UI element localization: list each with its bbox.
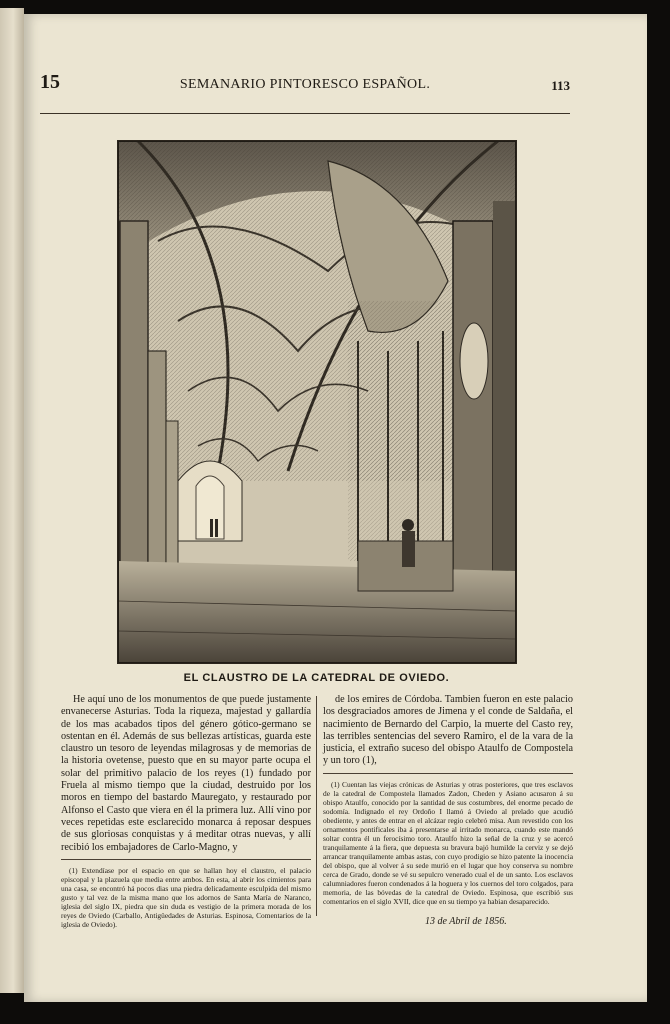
column-divider: [316, 696, 317, 916]
left-column: [61, 694, 311, 929]
facing-page-edge: [0, 8, 24, 993]
article-text-left: He aquí uno de los monumentos de que puede justamente envanecerse Asturias. Toda la riqueza, majestad y gallardía de los mas acabados tipos del género gótico-germano se ostentan en él. Además de sus bellezas artísticas, guarda este claustro un tesoro de leyendas milagrosas y de memorias de la historia ovetense, puesto que en su mayor parte ocupa el solar del primitivo palacio de los reyes (1) fundado por Fruela al mismo tiempo que la ciudad, destruido por los moros en tiempo del bastardo Mauregato, y restaurado por Alfonso el Casto que viera en él la primera luz. Allí vino por veces repetidas este esclarecido monarca á reposar despues de sus gloriosas conquistas y á meditar otras nuevas, y allí recibió los embajadores de Carlo-Magno, y: [61, 694, 311, 853]
page-number: 113: [551, 78, 570, 93]
issue-number: 15: [40, 71, 60, 93]
page-header: [40, 71, 570, 95]
footnote-left: (1) Extendíase por el espacio en que se hallan hoy el claustro, el palacio episcopal y la plazuela que media entre ambos. En esta, al abrir los cimientos para una casa, se encontró há pocos dias una piedra delicadamente esculpida del mismo gusto y tal vez de la misma mano que los adornos de Santa María de Naranco, iglesia del siglo IX, piedra que sin duda es vestigio de la primera morada de los reyes de Oviedo (Carballo, Antigüedades de Asturias. Espinosa, Comentarios de la iglesia de Oviedo).: [61, 865, 311, 929]
right-column: [323, 694, 573, 906]
article-text-right: de los emires de Córdoba. Tambien fueron en este palacio los desgraciados amores de Jimena y el conde de Saldaña, el nacimiento de Bernardo del Carpio, la muerte del Casto rey, las terribles sentencias del severo Ramiro, el de la vara de la justicia, el extraño suceso del obispo Ataulfo de Compostela y un toro (1),: [323, 694, 573, 767]
footnote-rule: [61, 859, 311, 860]
running-title: SEMANARIO PINTORESCO ESPAÑOL.: [179, 77, 431, 92]
footnote-rule: [323, 773, 573, 774]
cloister-engraving: [117, 140, 517, 664]
issue-date: 13 de Abril de 1856.: [425, 916, 507, 927]
header-rule: [40, 113, 570, 114]
illustration-caption: EL CLAUSTRO DE LA CATEDRAL DE OVIEDO.: [183, 672, 450, 684]
footnote-right: (1) Cuentan las viejas crónicas de Asturias y otras posteriores, que tres esclavos de la catedral de Compostela llamados Zadon, Cheden y Asiano acusaron á su obispo Ataulfo, conocido por la santidad de sus costumbres, del enorme pecado de sodomía. Indignado el rey Ordoño I llamó á Oviedo al prelado que acudió obediente, y antes de entrar en el alcázar regio celebró misa. Aun revestido con los ornamentos pontificales iba á presentarse al irritado monarca, cuando este mandó soltar contra él un ferocísimo toro. Ataulfo hizo la señal de la cruz y se acercó tranquilamente á la fiera, que depuesta su bravura bajó humilde la cerviz y se dejó arrancar tranquilamente ambas astas, con cuyo prodigio se hizo patente la inocencia del obispo, que al volver á su sede murió en el lugar que hoy conserva su nombre cerca de Grado, donde se vé su sepulcro venerado cual el de un santo. Los esclavos calumniadores fueron condenados á la hoguera y los cuernos del toro colgados, para memoria, de las bóvedas de la catedral de Oviedo. Espinosa, que escribió sus comentarios en el siglo XVII, dice que en su tiempo ya habian desaparecido.: [323, 779, 573, 906]
